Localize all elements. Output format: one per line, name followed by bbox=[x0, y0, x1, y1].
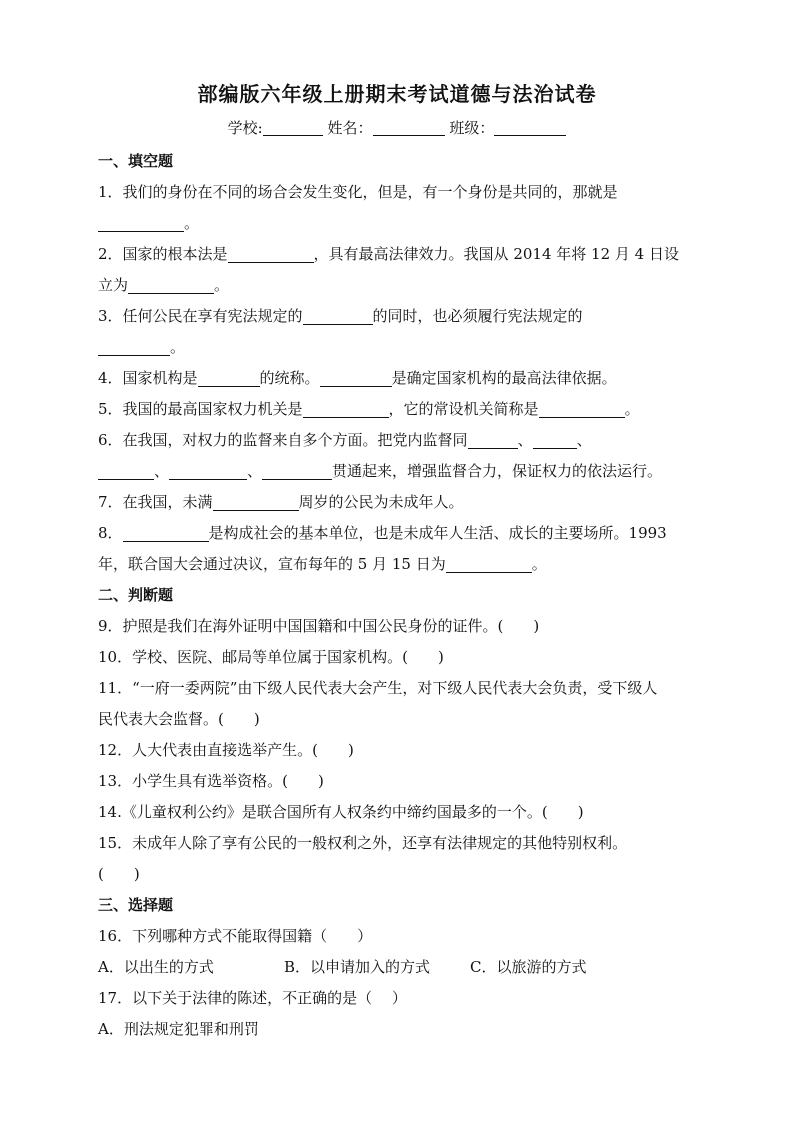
question-3-cont bbox=[98, 332, 698, 363]
question-text: 5．我国的最高国家权力机关是 bbox=[98, 400, 303, 418]
question-13: 13．小学生具有选举资格。( ) bbox=[98, 772, 324, 790]
answer-blank[interactable] bbox=[303, 306, 373, 325]
question-text: 的同时，也必须履行宪法规定的 bbox=[372, 307, 583, 325]
question-text: 。 bbox=[624, 400, 640, 418]
question-text: 。 bbox=[214, 276, 230, 294]
question-text: 6．在我国，对权力的监督来自多个方面。把党内监督同 bbox=[98, 431, 468, 449]
section-heading: 三、选择题 bbox=[98, 896, 174, 914]
question-7 bbox=[98, 487, 698, 518]
question-text: 。 bbox=[531, 555, 547, 573]
answer-blank[interactable] bbox=[228, 244, 314, 263]
question-17: 17．以下关于法律的陈述，不正确的是（ ） bbox=[98, 989, 407, 1007]
option-a[interactable]: A．以出生的方式 bbox=[98, 958, 214, 976]
name-blank[interactable] bbox=[373, 119, 445, 136]
question-text: ，具有最高法律效力。我国从 2014 年将 12 月 4 日设 bbox=[313, 245, 679, 263]
answer-blank[interactable] bbox=[539, 399, 625, 418]
question-11-cont: 民代表大会监督。( ) bbox=[98, 710, 260, 728]
answer-blank[interactable] bbox=[446, 554, 532, 573]
answer-blank[interactable] bbox=[98, 213, 184, 232]
question-text: 2．国家的根本法是 bbox=[98, 245, 228, 263]
answer-blank[interactable] bbox=[262, 461, 332, 480]
question-5 bbox=[98, 394, 698, 425]
question-16: 16．下列哪种方式不能取得国籍（ ） bbox=[98, 927, 373, 945]
question-text: 是确定国家机构的最高法律依据。 bbox=[391, 369, 617, 387]
question-6-cont bbox=[98, 456, 698, 487]
question-text: 周岁的公民为未成年人。 bbox=[298, 493, 464, 511]
question-6 bbox=[98, 425, 698, 456]
question-16-options bbox=[98, 952, 698, 983]
name-label: 姓名： bbox=[327, 119, 373, 137]
school-label: 学校: bbox=[227, 119, 263, 137]
page-title: 部编版六年级上册期末考试道德与法治试卷 bbox=[197, 82, 597, 106]
question-11: 11．“一府一委两院”由下级人民代表大会产生，对下级人民代表大会负责，受下级人 bbox=[98, 679, 658, 697]
question-text: 的统称。 bbox=[259, 369, 320, 387]
answer-blank[interactable] bbox=[98, 337, 170, 356]
question-1 bbox=[98, 177, 698, 208]
answer-blank[interactable] bbox=[320, 368, 392, 387]
answer-blank[interactable] bbox=[98, 461, 154, 480]
question-text: 年，联合国大会通过决议，宣布每年的 5 月 15 日为 bbox=[98, 555, 446, 573]
answer-blank[interactable] bbox=[213, 492, 299, 511]
question-text: 8． bbox=[98, 524, 123, 542]
separator: 、 bbox=[154, 462, 170, 480]
question-text: 立为 bbox=[98, 276, 129, 294]
question-text: 4．国家机构是 bbox=[98, 369, 198, 387]
answer-blank[interactable] bbox=[533, 430, 577, 449]
question-text: 。 bbox=[170, 338, 186, 356]
question-8-cont bbox=[98, 549, 698, 580]
separator: 、 bbox=[517, 431, 533, 449]
question-2 bbox=[98, 239, 698, 270]
question-9: 9．护照是我们在海外证明中国国籍和中国公民身份的证件。( ) bbox=[98, 617, 540, 635]
school-blank[interactable] bbox=[263, 119, 323, 136]
answer-blank[interactable] bbox=[303, 399, 389, 418]
question-4 bbox=[98, 363, 698, 394]
question-text: 是构成社会的基本单位，也是未成年人生活、成长的主要场所。1993 bbox=[208, 524, 667, 542]
question-body bbox=[98, 146, 698, 1045]
answer-blank[interactable] bbox=[468, 430, 518, 449]
question-text: 7．在我国，未满 bbox=[98, 493, 213, 511]
question-15-cont: ( ) bbox=[98, 865, 140, 883]
answer-blank[interactable] bbox=[123, 523, 209, 542]
answer-blank[interactable] bbox=[198, 368, 260, 387]
section-heading: 二、判断题 bbox=[98, 586, 174, 604]
student-info-line bbox=[0, 117, 794, 138]
section-heading: 一、填空题 bbox=[98, 152, 174, 170]
option-c[interactable]: C．以旅游的方式 bbox=[470, 958, 587, 976]
question-text: ，它的常设机关简称是 bbox=[388, 400, 539, 418]
question-15: 15．未成年人除了享有公民的一般权利之外，还享有法律规定的其他特别权利。 bbox=[98, 834, 628, 852]
question-12: 12．人大代表由直接选举产生。( ) bbox=[98, 741, 354, 759]
separator: 、 bbox=[247, 462, 263, 480]
question-text: 贯通起来，增强监督合力，保证权力的依法运行。 bbox=[332, 462, 663, 480]
question-2-cont bbox=[98, 270, 698, 301]
option-b[interactable]: B．以申请加入的方式 bbox=[284, 958, 431, 976]
answer-blank[interactable] bbox=[169, 461, 247, 480]
question-10: 10．学校、医院、邮局等单位属于国家机构。( ) bbox=[98, 648, 444, 666]
question-14: 14.《儿童权利公约》是联合国所有人权条约中缔约国最多的一个。( ) bbox=[98, 803, 584, 821]
class-blank[interactable] bbox=[494, 119, 566, 136]
class-label: 班级： bbox=[449, 119, 495, 137]
question-1-cont bbox=[98, 208, 698, 239]
separator: 、 bbox=[576, 431, 592, 449]
answer-blank[interactable] bbox=[128, 275, 214, 294]
question-text: 。 bbox=[184, 214, 200, 232]
question-8 bbox=[98, 518, 698, 549]
question-text: 3．任何公民在享有宪法规定的 bbox=[98, 307, 303, 325]
question-text: 1．我们的身份在不同的场合会发生变化，但是，有一个身份是共同的，那就是 bbox=[98, 183, 618, 201]
question-3 bbox=[98, 301, 698, 332]
option-a[interactable]: A．刑法规定犯罪和刑罚 bbox=[98, 1020, 259, 1038]
